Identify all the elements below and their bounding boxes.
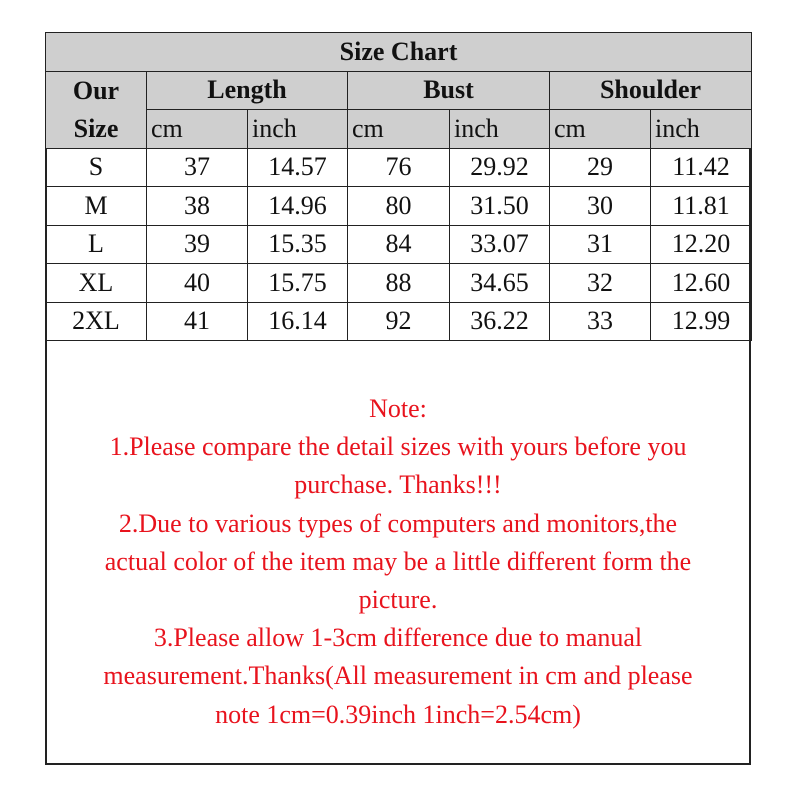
table-row	[46, 264, 752, 303]
unit-header-row	[46, 110, 752, 149]
table-cell: 15.35	[248, 225, 348, 264]
table-cell: 31.50	[450, 187, 550, 226]
table-cell: 76	[348, 148, 450, 187]
table-cell: 14.57	[248, 148, 348, 187]
table-cell: 30	[550, 187, 651, 226]
unit-header: inch	[651, 110, 752, 149]
table-cell: 12.20	[651, 225, 752, 264]
table-cell: 39	[147, 225, 248, 264]
notes-block	[47, 390, 749, 734]
table-cell: 12.99	[651, 302, 752, 341]
unit-header: inch	[248, 110, 348, 149]
note-line: note 1cm=0.39inch 1inch=2.54cm)	[215, 699, 581, 729]
table-cell: 31	[550, 225, 651, 264]
table-cell: 36.22	[450, 302, 550, 341]
table-cell: 38	[147, 187, 248, 226]
bust-header: Bust	[348, 71, 550, 110]
length-header: Length	[147, 71, 348, 110]
table-cell: 29	[550, 148, 651, 187]
unit-header: inch	[450, 110, 550, 149]
table-cell: 41	[147, 302, 248, 341]
table-cell: 92	[348, 302, 450, 341]
size-label: M	[46, 187, 147, 226]
title-row	[46, 33, 752, 72]
table-cell: 16.14	[248, 302, 348, 341]
table-cell: 15.75	[248, 264, 348, 303]
size-chart-table	[45, 32, 752, 341]
shoulder-header: Shoulder	[550, 71, 752, 110]
table-cell: 29.92	[450, 148, 550, 187]
table-cell: 84	[348, 225, 450, 264]
table-cell: 33.07	[450, 225, 550, 264]
note-line: 2.Due to various types of computers and monitors,the	[118, 508, 678, 538]
unit-header: cm	[147, 110, 248, 149]
unit-header: cm	[550, 110, 651, 149]
table-title: Size Chart	[46, 33, 752, 72]
group-header-row	[46, 71, 752, 110]
size-label: XL	[46, 264, 147, 303]
note-heading: Note:	[369, 394, 427, 423]
table-row	[46, 148, 752, 187]
table-cell: 34.65	[450, 264, 550, 303]
table-cell: 14.96	[248, 187, 348, 226]
table-row	[46, 302, 752, 341]
table-cell: 37	[147, 148, 248, 187]
table-cell: 80	[348, 187, 450, 226]
table-cell: 11.42	[651, 148, 752, 187]
note-line: actual color of the item may be a little different form the	[104, 546, 692, 576]
size-header-line1: Our	[72, 75, 120, 105]
table-cell: 32	[550, 264, 651, 303]
note-line: 1.Please compare the detail sizes with yours before you	[109, 432, 687, 462]
note-line: 3.Please allow 1-3cm difference due to manual	[153, 623, 643, 653]
note-line: picture.	[358, 585, 438, 615]
table-cell: 33	[550, 302, 651, 341]
size-label: L	[46, 225, 147, 264]
table-row	[46, 225, 752, 264]
size-label: S	[46, 148, 147, 187]
table-cell: 11.81	[651, 187, 752, 226]
note-line: purchase. Thanks!!!	[294, 470, 502, 500]
unit-header: cm	[348, 110, 450, 149]
size-label: 2XL	[46, 302, 147, 341]
note-line: measurement.Thanks(All measurement in cm and please	[103, 661, 693, 691]
table-cell: 88	[348, 264, 450, 303]
size-column-header	[46, 71, 147, 148]
size-header-line2: Size	[73, 113, 119, 143]
table-cell: 12.60	[651, 264, 752, 303]
table-cell: 40	[147, 264, 248, 303]
table-row	[46, 187, 752, 226]
